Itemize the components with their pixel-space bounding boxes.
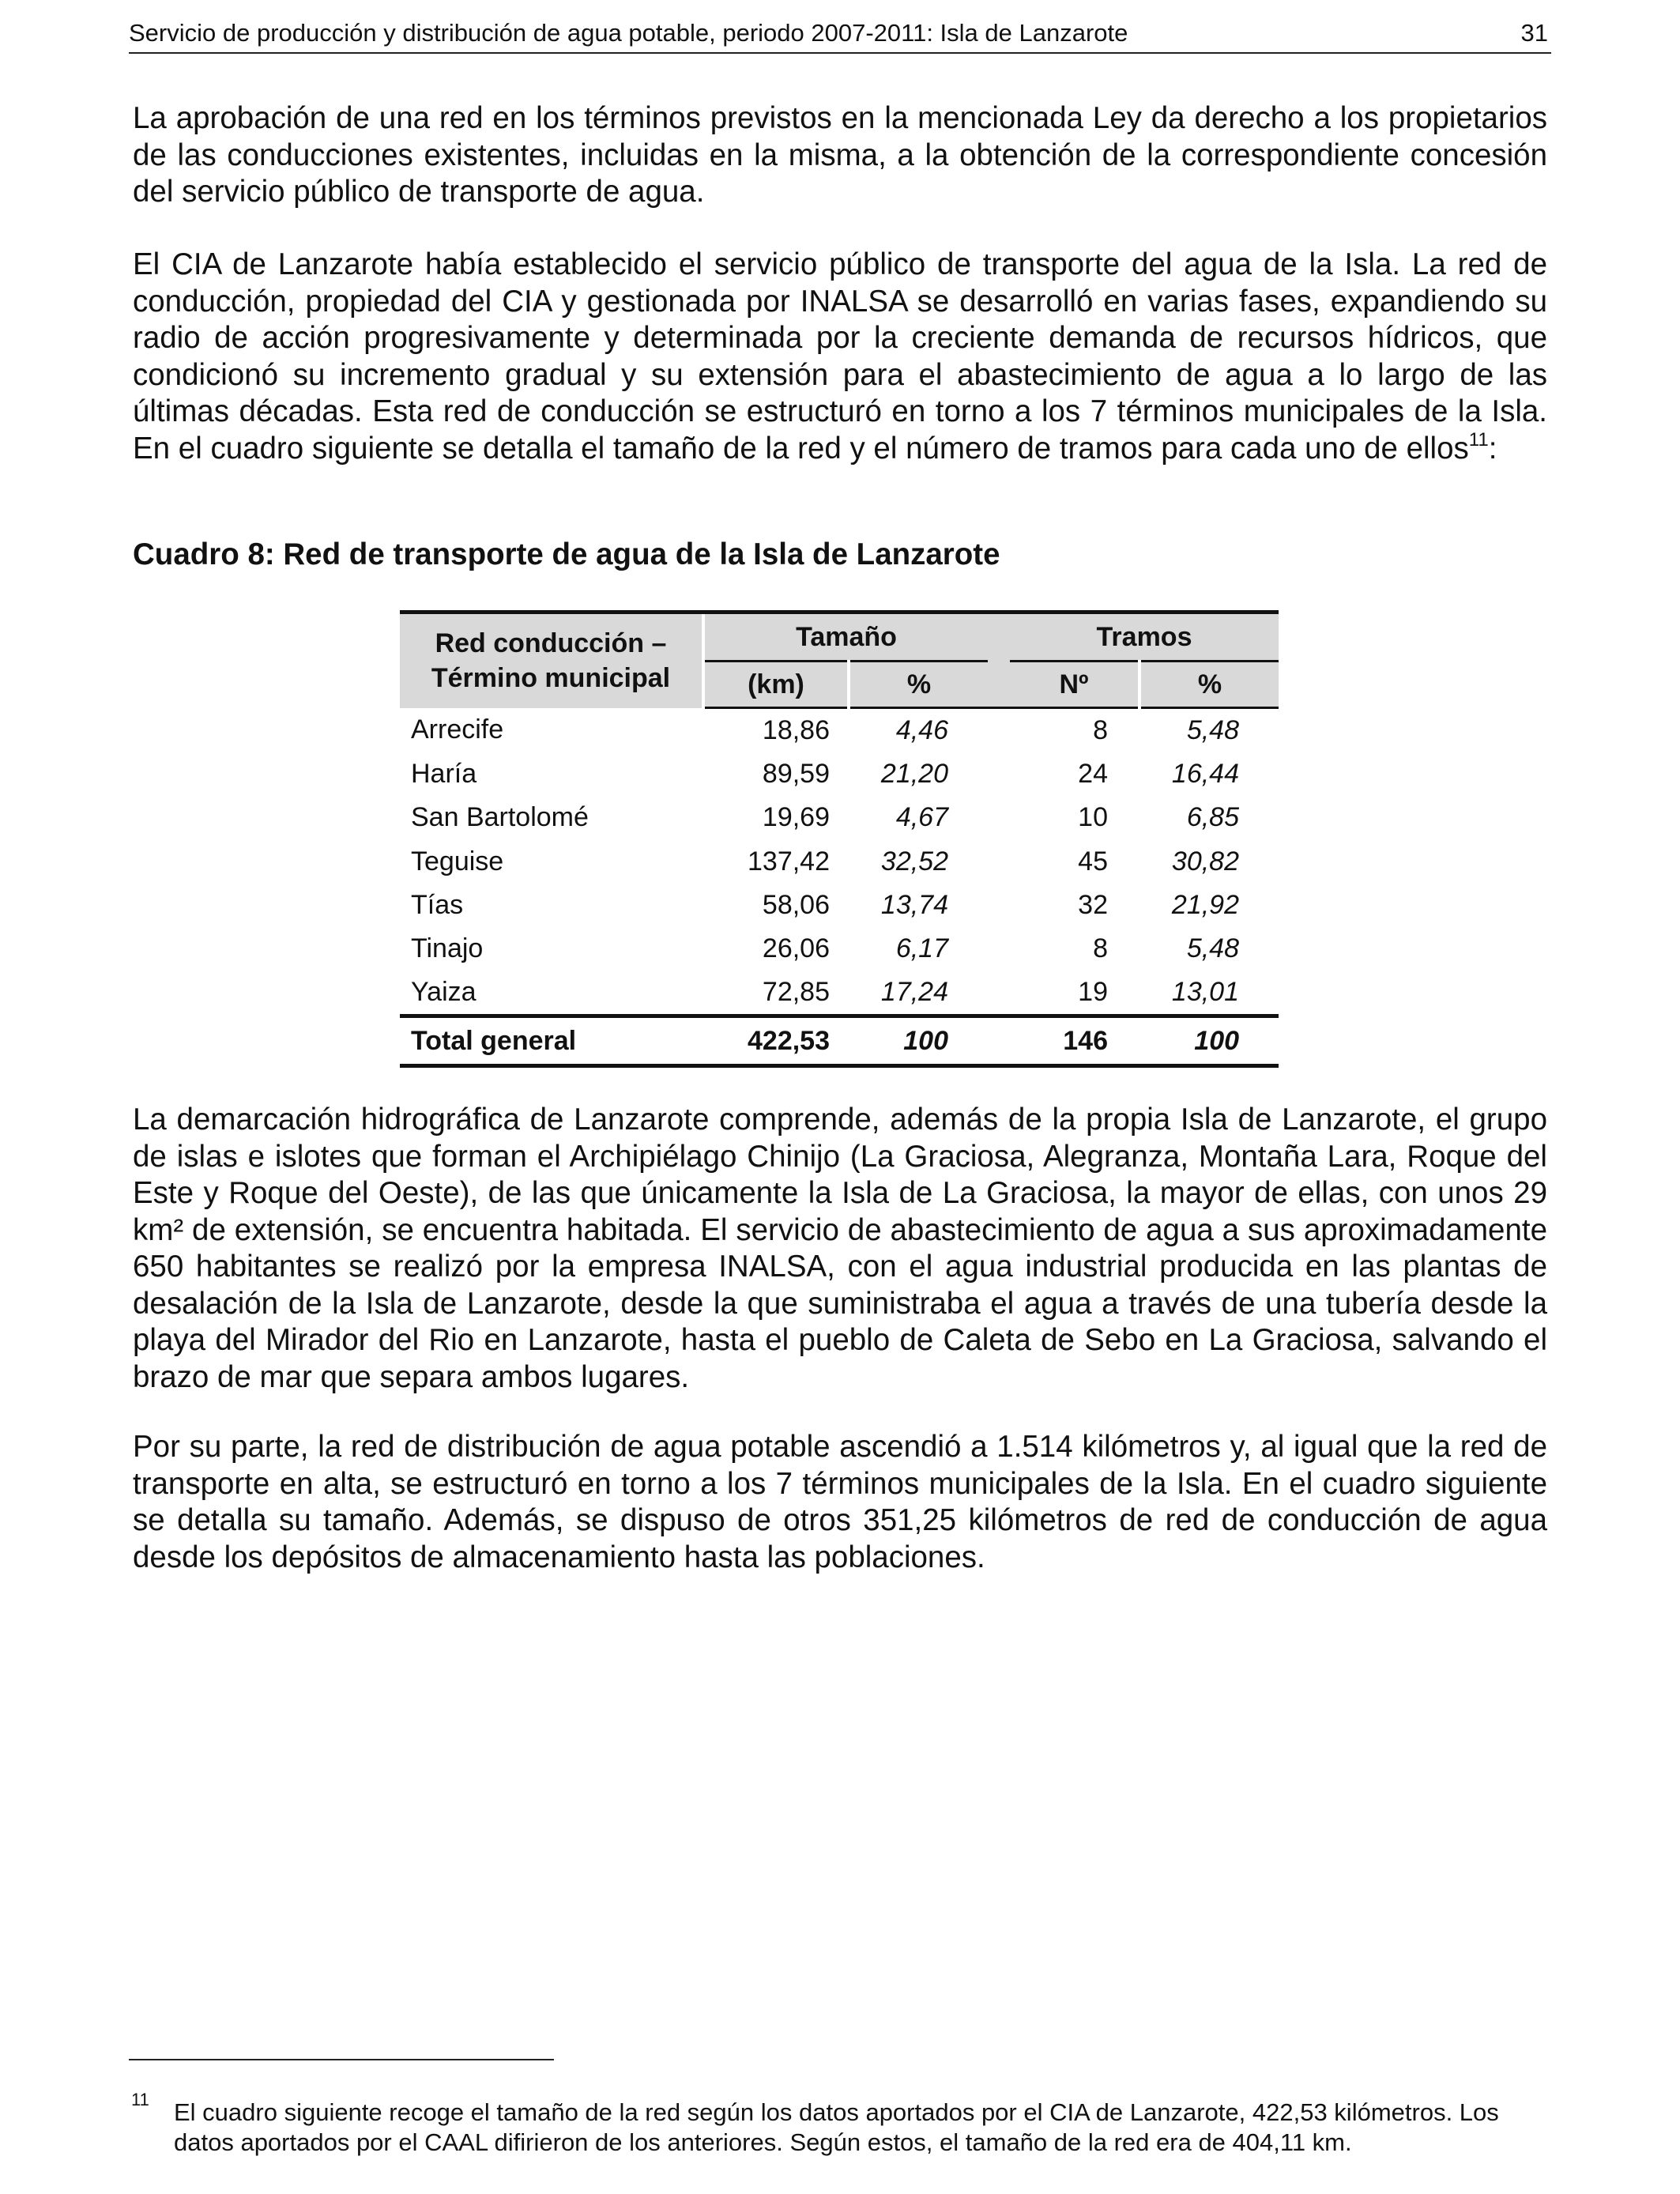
footnote-mark: 11 — [131, 2090, 149, 2109]
col-header-line1: Red conducción – — [435, 628, 667, 659]
footnote-ref: 11 — [1468, 428, 1489, 450]
table-row — [400, 971, 1279, 1016]
row-name: Tinajo — [411, 933, 484, 964]
row-km: 26,06 — [762, 933, 830, 964]
table-caption: Cuadro 8: Red de transporte de agua de la Isla de Lanzarote — [133, 537, 1000, 571]
page-header — [129, 17, 1551, 54]
table-row — [400, 884, 1279, 927]
col-header-line2: Término municipal — [431, 663, 671, 694]
sub-header-pct-n: % — [1139, 662, 1279, 708]
page-number: 31 — [1520, 19, 1548, 47]
sub-header-n: Nº — [1010, 662, 1139, 708]
row-pct-km: 6,17 — [895, 933, 948, 964]
row-pct-n: 21,92 — [1171, 889, 1240, 920]
paragraph-3: La demarcación hidrográfica de Lanzarote comprende, además de la propia Isla de Lanzarote, el grupo de islas e islotes que forman el Archipiélago Chinijo (La Graciosa, Alegranza, Montaña Lara, Roque del Este y Roque del Oeste), de las que únicamente la Isla de La Graciosa, la mayor de ellas, con unos 29 km² de extensión, se encuentra habitada. El servicio de abastecimiento de agua a sus aproximadamente 650 habitantes se realizó por la empresa INALSA, con el agua industrial producida en las plantas de desalación de la Isla de Lanzarote, desde la que suministraba el agua a través de una tubería desde la playa del Mirador del Rio en Lanzarote, hasta el pueblo de Caleta de Sebo en La Graciosa, salvando el brazo de mar que separa ambos lugares. — [133, 1103, 1547, 1394]
row-km: 19,69 — [762, 802, 830, 833]
table-row — [400, 796, 1279, 839]
footnote-text: El cuadro siguiente recoge el tamaño de la red según los datos aportados por el CIA de Lanzarote, 422,53 kilómetros. Los datos aportados por el CAAL difirieron de los anteriores. Según estos, el tamaño de la red era de 404,11 km. — [174, 2098, 1499, 2156]
row-name: Yaiza — [411, 977, 477, 1008]
row-km: 18,86 — [762, 715, 830, 746]
row-n: 8 — [1093, 715, 1108, 746]
group-header-tramos: Tramos — [1010, 613, 1279, 662]
row-name: Tías — [411, 889, 464, 920]
row-pct-n: 13,01 — [1171, 977, 1240, 1008]
header-title: Servicio de producción y distribución de agua potable, periodo 2007-2011: Isla de Lanzarote — [129, 19, 1128, 47]
row-pct-km: 4,46 — [895, 715, 948, 746]
row-n: 24 — [1078, 759, 1108, 790]
row-km: 58,06 — [762, 889, 830, 920]
paragraph-2 — [133, 247, 1547, 467]
table-row — [400, 840, 1279, 884]
row-n: 10 — [1078, 802, 1108, 833]
row-pct-n: 5,48 — [1186, 933, 1240, 964]
total-n: 146 — [1010, 1016, 1139, 1066]
row-km: 72,85 — [762, 977, 830, 1008]
sub-header-gap — [988, 662, 1010, 708]
table-total-row — [400, 1016, 1279, 1066]
group-header-tamano: Tamaño — [703, 613, 988, 662]
sub-header-pct-km: % — [849, 662, 988, 708]
row-km: 137,42 — [748, 846, 830, 876]
row-n: 45 — [1078, 846, 1108, 876]
row-pct-km: 21,20 — [880, 759, 948, 790]
paragraph-4: Por su parte, la red de distribución de agua potable ascendió a 1.514 kilómetros y, al igual que la red de transporte en alta, se estructuró en torno a los 7 términos municipales de la Isla. En el cuadro siguiente se detalla su tamaño. Además, se dispuso de otros 351,25 kilómetros de red de conducción de agua desde los depósitos de almacenamiento hasta las poblaciones. — [133, 1430, 1547, 1574]
total-pct-n: 100 — [1139, 1016, 1279, 1066]
sub-header-km: (km) — [703, 662, 849, 708]
transport-network-table — [400, 610, 1279, 1068]
paragraph-2-text: El CIA de Lanzarote había establecido el servicio público de transporte del agua de la Isla. La red de conducción, propiedad del CIA y gestionada por INALSA se desarrolló en varias fases, expandiendo su radio de acción progresivamente y determinada por la creciente demanda de recursos hídricos, que condicionó su incremento gradual y su extensión para el abastecimiento de agua a lo largo de las últimas décadas. Esta red de conducción se estructuró en torno a los 7 términos municipales de la Isla. En el cuadro siguiente se detalla el tamaño de la red y el número de tramos para cada uno de ellos — [133, 247, 1547, 466]
row-n: 8 — [1093, 933, 1108, 964]
row-km: 89,59 — [762, 759, 830, 790]
paragraph-1: La aprobación de una red en los términos previstos en la mencionada Ley da derecho a los propietarios de las conducciones existentes, incluidas en la misma, a la obtención de la correspondiente concesión del servicio público de transporte de agua. — [133, 101, 1547, 209]
header-gap — [988, 613, 1010, 662]
row-pct-km: 32,52 — [880, 846, 948, 876]
col-header-municipality — [400, 613, 703, 708]
total-km: 422,53 — [703, 1016, 849, 1066]
row-name: Haría — [411, 759, 477, 790]
paragraph-2-end: : — [1488, 431, 1497, 466]
row-pct-km: 17,24 — [880, 977, 948, 1008]
row-pct-n: 16,44 — [1171, 759, 1240, 790]
total-name: Total general — [400, 1016, 703, 1066]
row-n: 32 — [1078, 889, 1108, 920]
row-pct-km: 4,67 — [895, 802, 948, 833]
row-pct-n: 6,85 — [1186, 802, 1240, 833]
row-pct-n: 5,48 — [1186, 715, 1240, 746]
row-pct-n: 30,82 — [1171, 846, 1240, 876]
row-name: Arrecife — [411, 714, 504, 745]
row-name: Teguise — [411, 846, 504, 876]
row-n: 19 — [1078, 977, 1108, 1008]
footnote-divider — [129, 2059, 554, 2060]
total-pct-km: 100 — [849, 1016, 988, 1066]
row-pct-km: 13,74 — [880, 889, 948, 920]
table-row — [400, 752, 1279, 796]
row-name: San Bartolomé — [411, 802, 589, 833]
table-row — [400, 927, 1279, 971]
table-row — [400, 708, 1279, 753]
